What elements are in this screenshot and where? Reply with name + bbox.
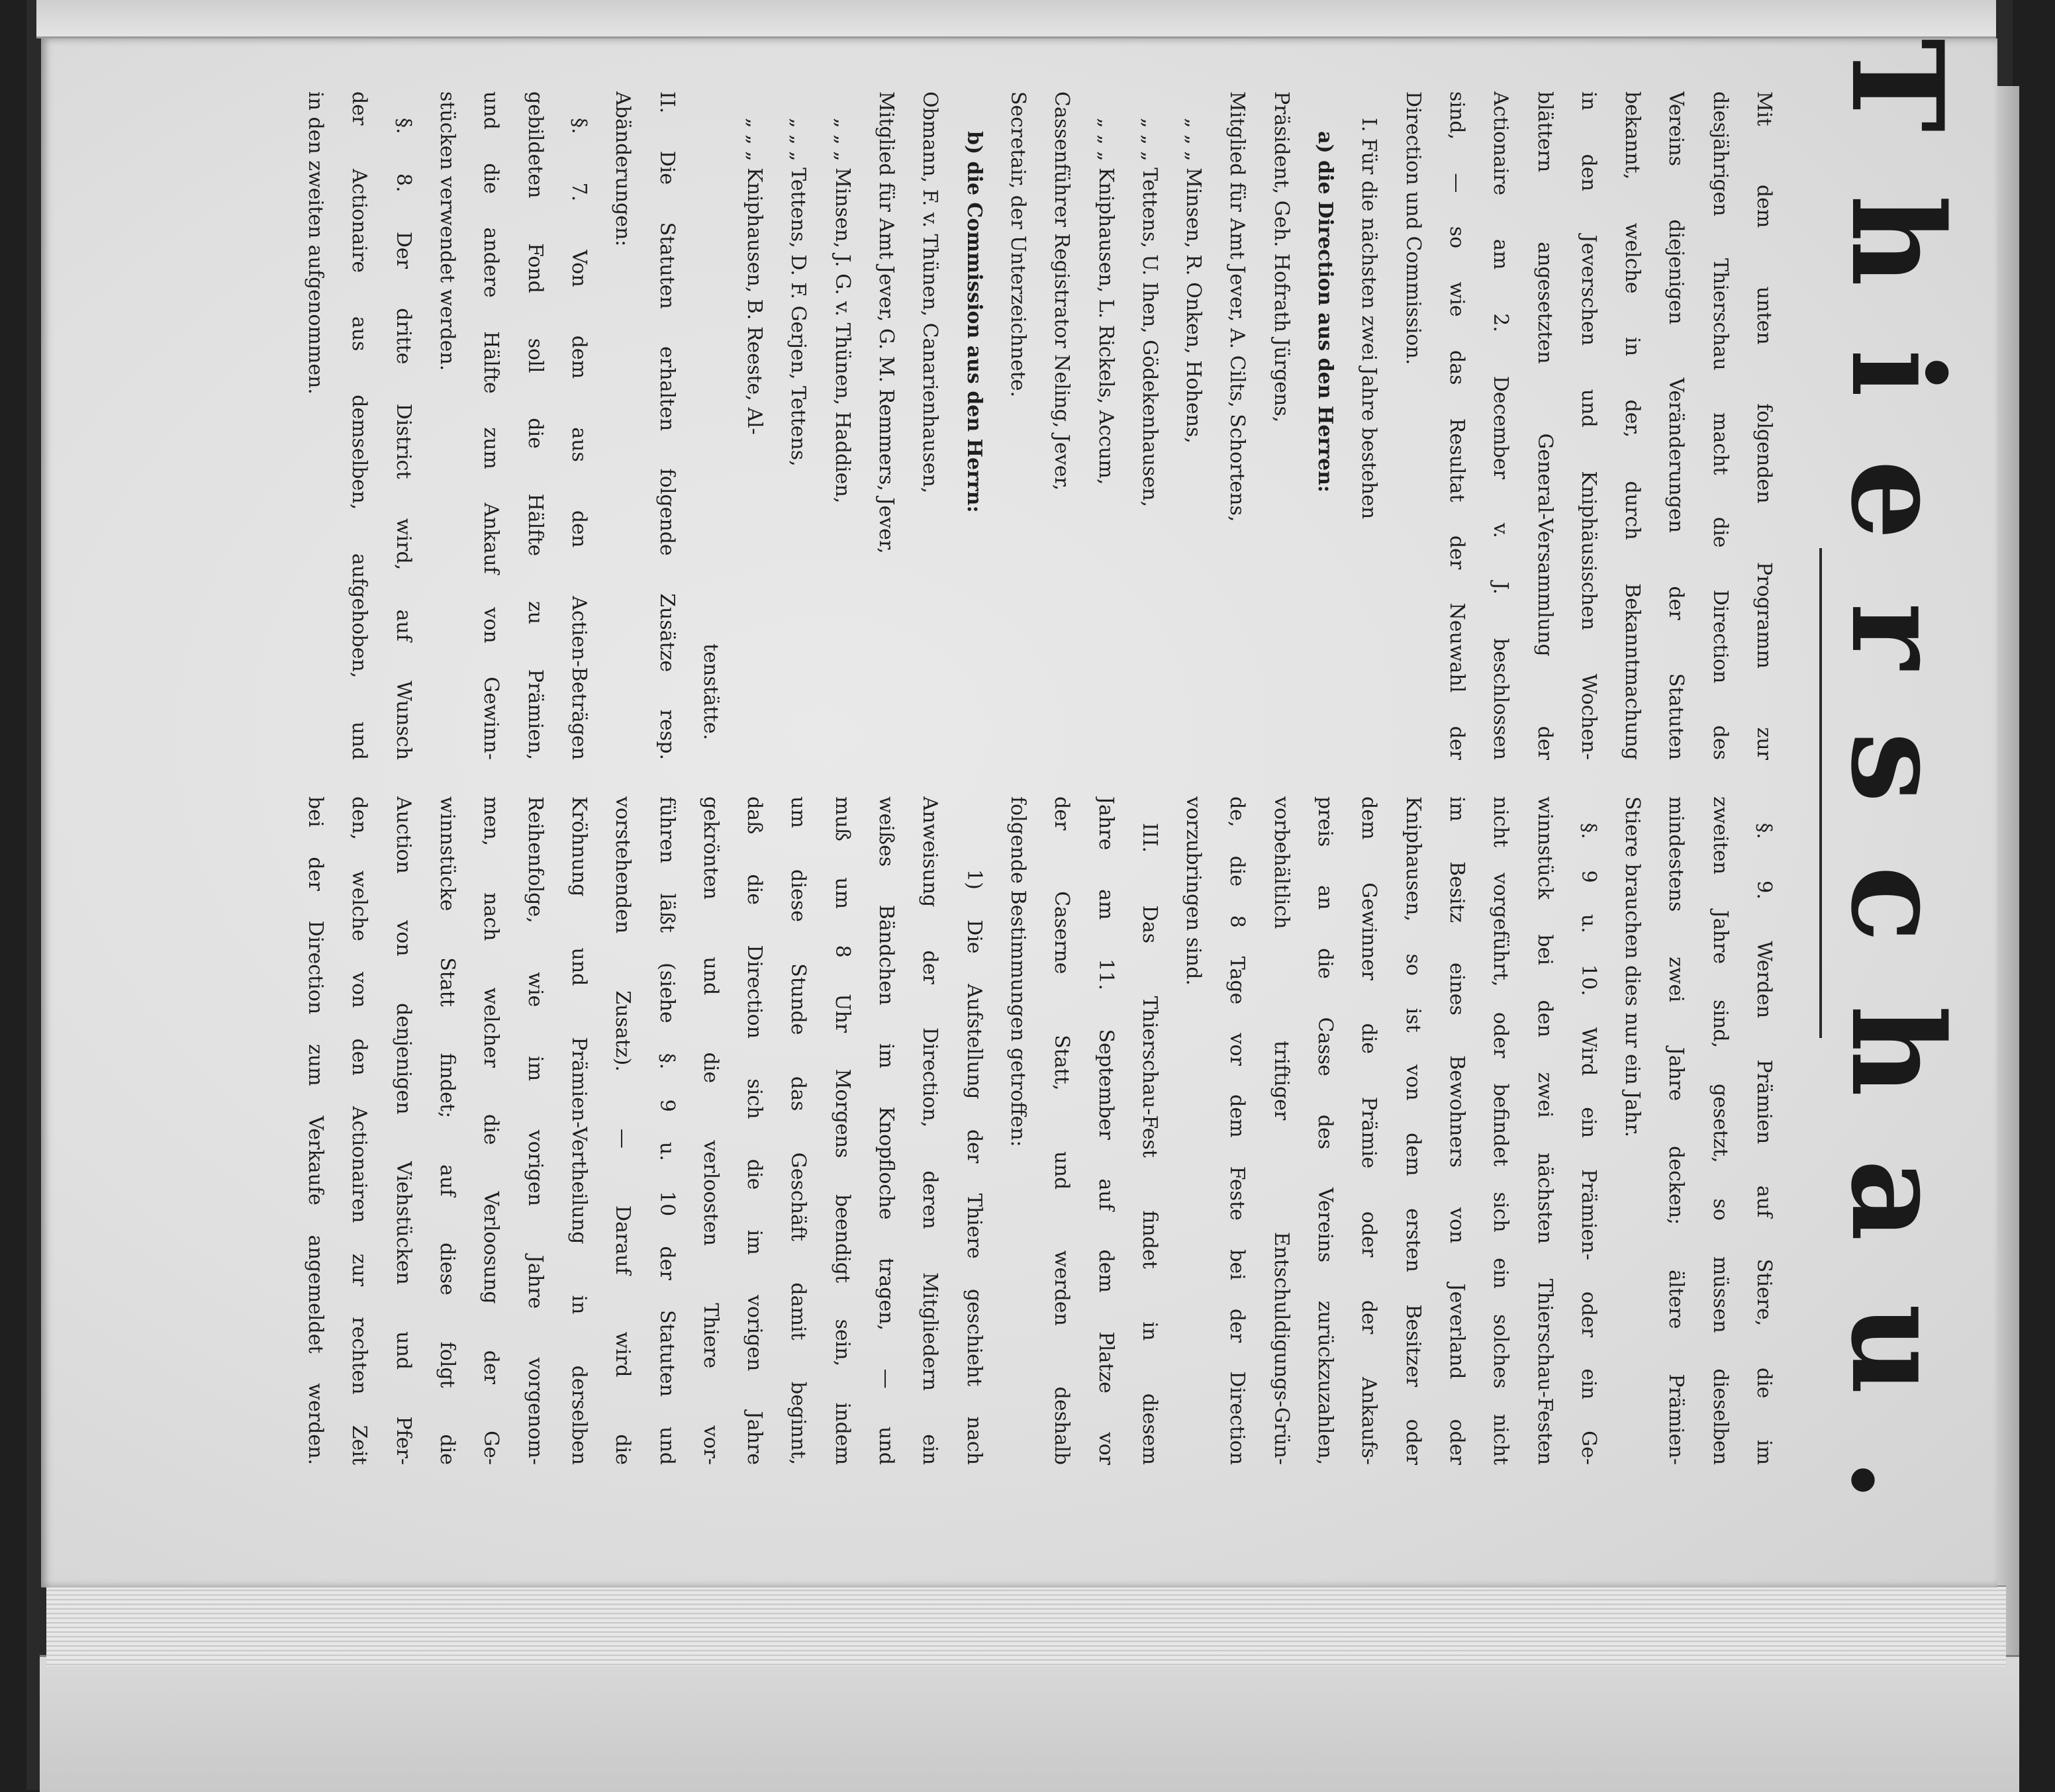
- page-title: Thierschau.: [1823, 38, 1971, 1565]
- text-line: a) die Direction aus den Herren:: [1314, 131, 1337, 493]
- text-line: und die andere Hälfte zum Ankauf von Gewinn-: [479, 91, 503, 760]
- text-line: 1) Die Aufstellung der Thiere geschieht nach: [962, 869, 986, 1465]
- text-line: II. Die Statuten erhalten folgende Zusätze resp.: [655, 91, 679, 760]
- text-line: führen läßt (siehe §. 9 u. 10 der Statuten und: [655, 796, 679, 1465]
- document-page: [41, 38, 1997, 1587]
- text-line: gekrönten und die verloosten Thiere vor-: [698, 796, 722, 1465]
- text-line: vorstehenden Zusatz). — Darauf wird die: [611, 796, 635, 1465]
- text-line: „ „ „ Minsen, R. Onken, Hohens,: [1182, 118, 1206, 444]
- text-line: den, welche von den Actionairen zur rechten Zeit: [348, 796, 371, 1465]
- text-line: um diese Stunde das Geschäft damit beginnt,: [787, 796, 810, 1465]
- text-line: Kröhnung und Prämien-Vertheilung in derselben: [567, 796, 591, 1465]
- text-line: Mitglied für Amt Jever, G. M. Remmers, Jever,: [875, 91, 898, 554]
- text-line: §. 7. Von dem aus den Actien-Beträgen: [567, 118, 591, 760]
- text-line: I. Für die nächsten zwei Jahre bestehen: [1357, 118, 1381, 520]
- text-line: mindestens zwei Jahre decken; ältere Prämien-: [1664, 796, 1688, 1465]
- text-line: „ „ „ Minsen, J. G. v. Thünen, Haddien,: [830, 118, 854, 504]
- text-line: winnstücke Statt findet; auf diese folgt die: [436, 796, 459, 1465]
- page-edges: [46, 1585, 2006, 1666]
- text-line: weißes Bändchen im Knopfloche tragen, — und: [875, 796, 898, 1465]
- text-line: winnstück bei den zwei nächsten Thierschau-Festen: [1533, 796, 1556, 1465]
- text-line: muß um 8 Uhr Morgens beendigt sein, indem: [830, 796, 854, 1465]
- text-line: „ „ „ Tettens, D. F. Gerjen, Tettens,: [787, 118, 810, 467]
- text-line: der Caserne Statt, und werden deshalb: [1050, 796, 1074, 1465]
- text-line: sind, — so wie das Resultat der Neuwahl der: [1445, 91, 1468, 760]
- text-line: Jahre am 11. September auf dem Platze vor: [1094, 796, 1118, 1465]
- left-text-column: [293, 91, 1786, 760]
- text-line: Direction und Commission.: [1401, 91, 1425, 365]
- text-line: stücken verwendet werden.: [436, 91, 459, 371]
- text-line: bekannt, welche in der, durch Bekanntmachung: [1621, 91, 1645, 760]
- text-line: preis an die Casse des Vereins zurückzuzahlen,: [1314, 796, 1337, 1465]
- text-line: „ „ „ Kniphausen, L. Rickels, Accum,: [1094, 118, 1118, 485]
- text-line: vorzubringen sind.: [1182, 796, 1206, 986]
- text-line: diesjährigen Thierschau macht die Direction des: [1708, 91, 1732, 760]
- text-line: Cassenführer Registrator Neling, Jever,: [1050, 91, 1074, 491]
- text-line: de, die 8 Tage vor dem Feste bei der Direction: [1225, 796, 1249, 1465]
- text-line: Reihenfolge, wie im vorigen Jahre vorgenom-: [523, 796, 547, 1465]
- text-line: Vereins diejenigen Veränderungen der Statuten: [1664, 91, 1688, 760]
- text-line: b) die Commission aus den Herrn:: [962, 131, 986, 513]
- text-line: Auction von denjenigen Viehstücken und Pfer-: [391, 796, 415, 1465]
- top-page-fold: [36, 0, 1996, 38]
- book-cover-bottom: [40, 1655, 2019, 1792]
- text-line: Stiere brauchen dies nur ein Jahr.: [1621, 796, 1645, 1138]
- text-line: tenstätte.: [698, 643, 722, 740]
- text-line: §. 9 u. 10. Wird ein Prämien- oder ein Ge-: [1576, 823, 1600, 1465]
- text-line: der Actionaire aus demselben, aufgehoben, und: [348, 91, 371, 760]
- text-line: „ „ „ Kniphausen, B. Reeste, Al-: [743, 118, 767, 435]
- text-line: Abänderungen:: [611, 91, 635, 247]
- text-line: gebildeten Fond soll die Hälfte zu Prämien,: [523, 91, 547, 760]
- text-line: nicht vorgeführt, oder befindet sich ein solches nicht: [1489, 796, 1513, 1465]
- text-line: Präsident, Geh. Hofrath Jürgens,: [1269, 91, 1293, 423]
- text-line: im Besitz eines Bewohners von Jeverland oder: [1445, 796, 1468, 1465]
- text-line: III. Das Thierschau-Fest findet in diesem: [1137, 823, 1161, 1465]
- rotated-page-content: [41, 38, 1997, 1565]
- text-line: Obmann, F. v. Thünen, Canarienhausen,: [918, 91, 942, 494]
- text-line: blättern angesetzten General-Versammlung der: [1533, 91, 1556, 760]
- text-line: §. 9. Werden Prämien auf Stiere, die im: [1752, 823, 1776, 1465]
- text-line: bei der Direction zum Verkaufe angemeldet werden.: [304, 796, 328, 1465]
- text-line: Mit dem unten folgenden Programm zur: [1752, 91, 1776, 760]
- text-line: „ „ „ Tettens, U. Ihen, Gödekenhausen,: [1137, 118, 1161, 508]
- text-line: Secretair, der Unterzeichnete.: [1006, 91, 1029, 398]
- text-line: in den Jeverschen und Kniphäusischen Wochen-: [1576, 91, 1600, 760]
- right-text-column: [293, 796, 1786, 1465]
- text-line: Actionaire am 2. December v. J. beschlossen: [1489, 91, 1513, 760]
- text-line: men, nach welcher die Verloosung der Ge-: [479, 796, 503, 1465]
- text-line: Mitglied für Amt Jever, A. Cilts, Schortens,: [1225, 91, 1249, 522]
- text-line: in den zweiten aufgenommen.: [304, 91, 328, 395]
- title-rule: [1819, 548, 1822, 1038]
- text-line: folgende Bestimmungen getroffen:: [1006, 796, 1029, 1147]
- text-line: vorbehältlich triftiger Entschuldigungs-Grün-: [1269, 796, 1293, 1465]
- text-line: Kniphausen, so ist von dem ersten Besitzer oder: [1401, 796, 1425, 1465]
- text-line: Anweisung der Direction, deren Mitgliedern ein: [918, 796, 942, 1465]
- text-line: daß die Direction sich die im vorigen Jahre: [743, 796, 767, 1465]
- text-line: zweiten Jahre sind, gesetzt, so müssen dieselben: [1708, 796, 1732, 1465]
- text-line: dem Gewinner die Prämie oder der Ankaufs-: [1357, 796, 1381, 1465]
- text-line: §. 8. Der dritte District wird, auf Wunsch: [391, 118, 415, 760]
